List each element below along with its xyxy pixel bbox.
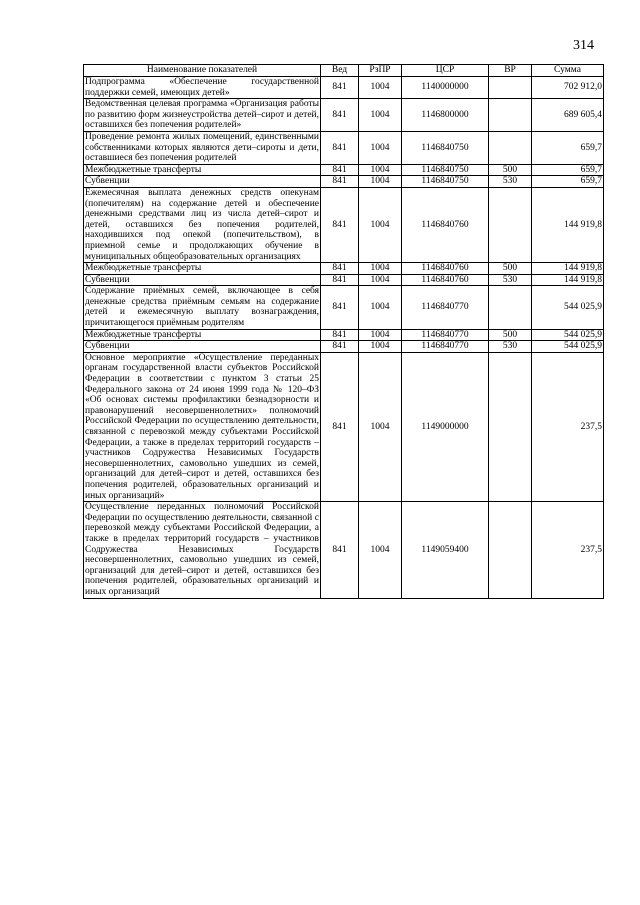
cell-name: Межбюджетные трансферты [84, 164, 321, 176]
cell-vr [489, 502, 532, 598]
table-row [84, 176, 604, 188]
cell-vr [489, 131, 532, 164]
cell-name: Ведомственная целевая программа «Организация работы по развитию форм жизнеустройства детей–сирот и детей, оставшихся без попечения родителей» [85, 99, 319, 131]
cell-rzpr: 1004 [359, 176, 402, 188]
cell-name: Содержание приёмных семей, включающее в себя денежные средства приёмным семьям на содержание детей и ежемесячную выплату вознаграждения, причитающегося приёмным родителям [85, 286, 319, 329]
cell-name: Ежемесячная выплата денежных средств опекунам (попечителям) на содержание детей и обеспечение денежными средствами лиц из числа детей–сирот и детей, оставшихся без попечения родителей, находившихся под опекой (попечительством), в приемной семье и продолжающих обучение в муниципальных общеобразовательных организациях [85, 187, 319, 262]
cell-rzpr: 1004 [359, 187, 402, 262]
cell-sum: 144 919,8 [532, 187, 604, 262]
cell-vr [489, 187, 532, 262]
cell-ved: 841 [321, 502, 359, 598]
cell-name: Субвенции [84, 176, 321, 188]
table-row [84, 341, 604, 353]
cell-csr: 1140000000 [402, 77, 489, 99]
cell-ved: 841 [321, 274, 359, 286]
cell-ved: 841 [321, 329, 359, 341]
cell-ved: 841 [321, 164, 359, 176]
cell-sum: 544 025,9 [532, 341, 604, 353]
cell-sum: 144 919,8 [532, 274, 604, 286]
header-sum: Сумма [532, 65, 604, 77]
table-body [84, 77, 604, 599]
cell-rzpr: 1004 [359, 131, 402, 164]
table-row [84, 286, 604, 329]
cell-vr: 500 [489, 263, 532, 275]
table-row [84, 274, 604, 286]
header-name: Наименование показателей [84, 65, 321, 77]
cell-sum: 144 919,8 [532, 263, 604, 275]
cell-vr [489, 352, 532, 501]
cell-csr: 1146800000 [402, 99, 489, 132]
cell-rzpr: 1004 [359, 502, 402, 598]
cell-rzpr: 1004 [359, 329, 402, 341]
cell-rzpr: 1004 [359, 274, 402, 286]
cell-vr [489, 99, 532, 132]
cell-csr: 1146840760 [402, 187, 489, 262]
cell-vr: 530 [489, 176, 532, 188]
cell-csr: 1146840750 [402, 164, 489, 176]
cell-name: Проведение ремонта жилых помещений, единственными собственниками которых являются дети–сироты и дети, оставшиеся без попечения родителей [85, 131, 319, 164]
cell-ved: 841 [321, 352, 359, 501]
table-row [84, 502, 604, 598]
cell-rzpr: 1004 [359, 164, 402, 176]
header-rzpr: РзПР [359, 65, 402, 77]
cell-csr: 1149059400 [402, 502, 489, 598]
table-row [84, 352, 604, 501]
cell-rzpr: 1004 [359, 286, 402, 329]
header-csr: ЦСР [402, 65, 489, 77]
cell-vr: 530 [489, 341, 532, 353]
cell-sum: 544 025,9 [532, 329, 604, 341]
cell-vr: 500 [489, 329, 532, 341]
cell-name: Субвенции [84, 341, 321, 353]
cell-ved: 841 [321, 263, 359, 275]
cell-vr [489, 77, 532, 99]
cell-name: Субвенции [84, 274, 321, 286]
cell-csr: 1149000000 [402, 352, 489, 501]
cell-name: Осуществление переданных полномочий Российской Федерации по осуществлению деятельности, связанной с перевозкой между субъектами Российской Федерации, а также в пределах территорий государств – участников Содружества Независимых Государств несовершеннолетних, самовольно ушедших из семей, организаций для детей–сирот и детей, оставшихся без попечения родителей, образовательных организаций и иных организаций [85, 502, 319, 597]
cell-sum: 659,7 [532, 164, 604, 176]
cell-csr: 1146840770 [402, 329, 489, 341]
cell-rzpr: 1004 [359, 99, 402, 132]
cell-vr: 500 [489, 164, 532, 176]
cell-ved: 841 [321, 286, 359, 329]
cell-sum: 689 605,4 [532, 99, 604, 132]
cell-rzpr: 1004 [359, 77, 402, 99]
table-row [84, 187, 604, 262]
table-row [84, 164, 604, 176]
table-row [84, 263, 604, 275]
cell-csr: 1146840750 [402, 131, 489, 164]
table-row [84, 77, 604, 99]
cell-ved: 841 [321, 99, 359, 132]
cell-sum: 702 912,0 [532, 77, 604, 99]
page-number: 314 [573, 38, 594, 53]
cell-ved: 841 [321, 131, 359, 164]
cell-rzpr: 1004 [359, 341, 402, 353]
cell-csr: 1146840760 [402, 274, 489, 286]
table-row [84, 99, 604, 132]
cell-csr: 1146840760 [402, 263, 489, 275]
cell-sum: 659,7 [532, 131, 604, 164]
cell-sum: 659,7 [532, 176, 604, 188]
cell-rzpr: 1004 [359, 352, 402, 501]
cell-csr: 1146840770 [402, 341, 489, 353]
table-header-row [84, 65, 604, 77]
cell-name: Основное мероприятие «Осуществление переданных органам государственной власти субъектов Российской Федерации в соответствии с пунктом 3 статьи 25 Федерального закона от 24 июня 1999 года № 120–ФЗ «Об основах системы профилактики безнадзорности и правонарушений несовершеннолетних» полномочий Российской Федерации по осуществлению деятельности, связанной с перевозкой между субъектами Российской Федерации, а также в пределах территорий государств – участников Содружества Независимых Государств несовершеннолетних, самовольно ушедших из семей, организаций для детей–сирот и детей, оставшихся без попечения родителей, образовательных организаций и иных организаций» [85, 352, 319, 501]
cell-sum: 237,5 [532, 502, 604, 598]
cell-ved: 841 [321, 341, 359, 353]
cell-csr: 1146840750 [402, 176, 489, 188]
budget-table [83, 64, 604, 599]
cell-ved: 841 [321, 77, 359, 99]
cell-sum: 237,5 [532, 352, 604, 501]
cell-name: Подпрограмма «Обеспечение государственной поддержки семей, имеющих детей» [85, 77, 319, 98]
header-vr: ВР [489, 65, 532, 77]
table-row [84, 131, 604, 164]
cell-sum: 544 025,9 [532, 286, 604, 329]
table-row [84, 329, 604, 341]
cell-ved: 841 [321, 187, 359, 262]
cell-rzpr: 1004 [359, 263, 402, 275]
cell-csr: 1146840770 [402, 286, 489, 329]
cell-vr [489, 286, 532, 329]
header-ved: Вед [321, 65, 359, 77]
cell-vr: 530 [489, 274, 532, 286]
cell-name: Межбюджетные трансферты [84, 329, 321, 341]
cell-ved: 841 [321, 176, 359, 188]
cell-name: Межбюджетные трансферты [84, 263, 321, 275]
